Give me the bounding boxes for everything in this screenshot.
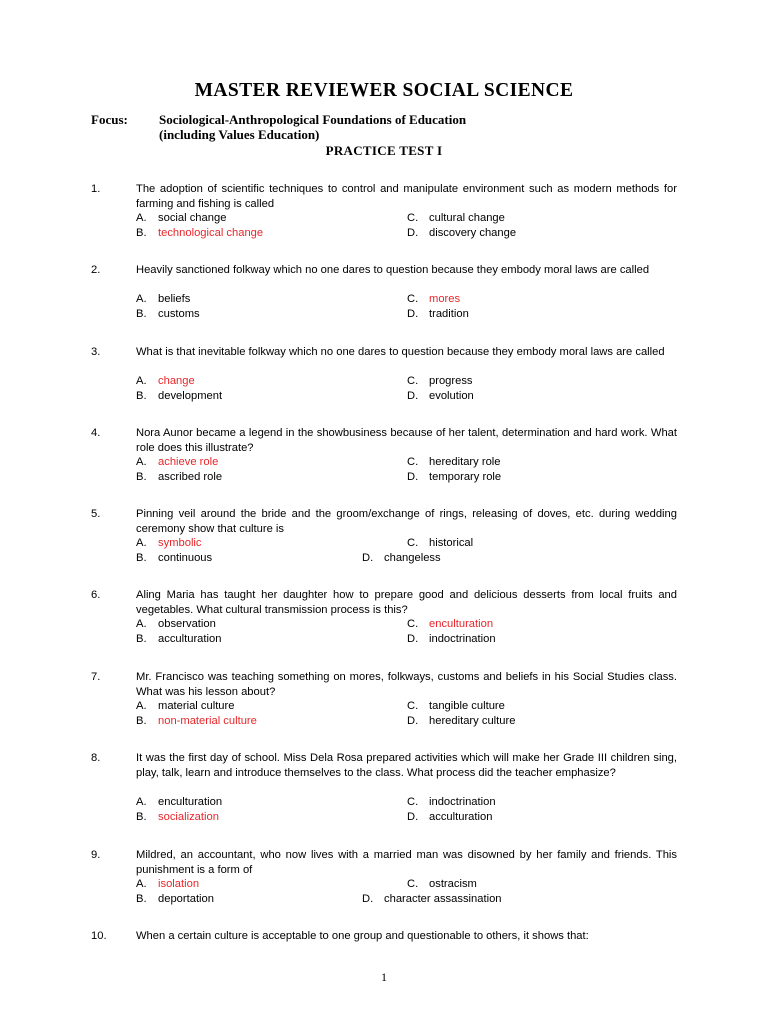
answer-option-correct bbox=[136, 877, 199, 892]
option-letter: B. bbox=[136, 893, 147, 906]
option-letter: D. bbox=[407, 308, 419, 321]
option-letter: B. bbox=[136, 227, 147, 240]
answer-option bbox=[136, 470, 222, 485]
option-text: development bbox=[158, 390, 223, 403]
question-stem: Aling Maria has taught her daughter how to prepare good and delicious desserts from local fruits and vegetables. What cultural transmission process is this? bbox=[136, 589, 677, 616]
option-text: continuous bbox=[158, 552, 213, 565]
option-text: changeless bbox=[384, 552, 441, 565]
option-letter: C. bbox=[407, 618, 419, 631]
option-letter: C. bbox=[407, 700, 419, 713]
answer-option bbox=[407, 226, 516, 241]
answer-option bbox=[407, 470, 501, 485]
question-number: 2. bbox=[91, 264, 101, 276]
option-text: evolution bbox=[429, 390, 474, 403]
option-text: hereditary role bbox=[429, 456, 501, 469]
answer-option bbox=[362, 892, 502, 907]
answer-option bbox=[136, 389, 222, 404]
answer-option-correct bbox=[136, 226, 263, 241]
answer-option-correct bbox=[136, 714, 257, 729]
answer-option bbox=[362, 551, 441, 566]
option-text: social change bbox=[158, 212, 227, 225]
question-stem: Heavily sanctioned folkway which no one dares to question because they embody moral laws are called bbox=[136, 264, 650, 276]
option-letter: D. bbox=[362, 893, 374, 906]
answer-option bbox=[136, 795, 222, 810]
option-text: non-material culture bbox=[158, 715, 257, 728]
answer-option bbox=[407, 632, 496, 647]
option-text: customs bbox=[158, 308, 200, 321]
option-letter: B. bbox=[136, 471, 147, 484]
question-stem: Mr. Francisco was teaching something on mores, folkways, customs and beliefs in his Social Studies class. What was his lesson about? bbox=[136, 671, 677, 698]
option-letter: C. bbox=[407, 796, 419, 809]
practice-test-subtitle: PRACTICE TEST I bbox=[325, 143, 443, 158]
answer-option bbox=[407, 389, 474, 404]
option-text: temporary role bbox=[429, 471, 502, 484]
answer-option bbox=[407, 307, 469, 322]
option-letter: A. bbox=[136, 878, 147, 891]
answer-option bbox=[407, 374, 473, 389]
question-number: 7. bbox=[91, 671, 101, 683]
option-letter: D. bbox=[407, 810, 419, 823]
option-letter: D. bbox=[407, 715, 419, 728]
option-text: discovery change bbox=[429, 227, 517, 240]
answer-option-correct bbox=[136, 455, 218, 470]
question-number: 10. bbox=[91, 930, 107, 942]
option-text: ascribed role bbox=[158, 471, 223, 484]
answer-option-correct bbox=[136, 810, 219, 825]
option-text: indoctrination bbox=[429, 796, 496, 809]
answer-option bbox=[407, 536, 473, 551]
question-stem: When a certain culture is acceptable to one group and questionable to others, it shows that: bbox=[136, 930, 589, 942]
option-letter: A. bbox=[136, 456, 147, 469]
option-letter: D. bbox=[407, 471, 419, 484]
option-letter: B. bbox=[136, 715, 147, 728]
option-text: character assassination bbox=[384, 893, 502, 906]
answer-option bbox=[407, 877, 477, 892]
question-number: 1. bbox=[91, 183, 101, 195]
option-letter: A. bbox=[136, 375, 147, 388]
answer-option bbox=[407, 211, 505, 226]
option-text: acculturation bbox=[158, 633, 222, 646]
question-number: 3. bbox=[91, 346, 101, 358]
answer-option bbox=[136, 292, 190, 307]
answer-option-correct bbox=[407, 292, 460, 307]
option-letter: C. bbox=[407, 537, 419, 550]
answer-option bbox=[407, 795, 496, 810]
option-text: tangible culture bbox=[429, 700, 505, 713]
option-text: socialization bbox=[158, 810, 219, 823]
answer-option bbox=[407, 810, 492, 825]
option-text: cultural change bbox=[429, 212, 505, 225]
option-text: deportation bbox=[158, 893, 214, 906]
answer-option bbox=[407, 714, 515, 729]
focus-line-2: (including Values Education) bbox=[159, 127, 320, 142]
answer-option bbox=[407, 699, 505, 714]
question-number: 6. bbox=[91, 589, 101, 601]
option-text: beliefs bbox=[158, 293, 191, 306]
answer-option-correct bbox=[407, 617, 493, 632]
option-letter: D. bbox=[407, 227, 419, 240]
option-text: indoctrination bbox=[429, 633, 496, 646]
question-number: 4. bbox=[91, 427, 101, 439]
option-text: enculturation bbox=[158, 796, 223, 809]
option-text: achieve role bbox=[158, 456, 219, 469]
option-letter: C. bbox=[407, 293, 419, 306]
option-text: acculturation bbox=[429, 810, 493, 823]
question-stem: What is that inevitable folkway which no one dares to question because they embody moral laws are called bbox=[136, 346, 665, 358]
option-letter: A. bbox=[136, 212, 147, 225]
option-letter: B. bbox=[136, 552, 147, 565]
question-stem: The adoption of scientific techniques to control and manipulate environment such as modern methods for farming and fishing is called bbox=[136, 183, 677, 210]
answer-option bbox=[136, 892, 214, 907]
option-letter: B. bbox=[136, 633, 147, 646]
answer-option-correct bbox=[136, 536, 202, 551]
option-letter: D. bbox=[362, 552, 374, 565]
option-text: material culture bbox=[158, 700, 235, 713]
option-text: historical bbox=[429, 537, 474, 550]
focus-line-1: Sociological-Anthropological Foundations of Education bbox=[159, 112, 467, 127]
answer-option bbox=[136, 632, 221, 647]
page-number: 1 bbox=[381, 970, 387, 984]
option-letter: B. bbox=[136, 810, 147, 823]
option-letter: A. bbox=[136, 618, 147, 631]
page-title: MASTER REVIEWER SOCIAL SCIENCE bbox=[194, 80, 574, 101]
answer-option bbox=[136, 211, 226, 226]
option-letter: B. bbox=[136, 390, 147, 403]
answer-option bbox=[136, 551, 212, 566]
option-text: technological change bbox=[158, 227, 264, 240]
option-letter: C. bbox=[407, 375, 419, 388]
question-stem: Nora Aunor became a legend in the showbusiness because of her talent, determination and hard work. What role does this illustrate? bbox=[136, 427, 677, 454]
option-letter: D. bbox=[407, 390, 419, 403]
option-text: tradition bbox=[429, 308, 469, 321]
question-stem: Mildred, an accountant, who now lives with a married man was disowned by her family and friends. This punishment is a form of bbox=[136, 849, 677, 876]
question-number: 9. bbox=[91, 849, 101, 861]
question-stem: It was the first day of school. Miss Dela Rosa prepared activities which will make her Grade III children sing, play, talk, learn and introduce themselves to the class. What process did the teacher emphasize? bbox=[136, 752, 677, 779]
answer-option bbox=[136, 617, 216, 632]
option-letter: A. bbox=[136, 700, 147, 713]
answer-option bbox=[407, 455, 501, 470]
focus-label: Focus: bbox=[91, 112, 128, 127]
answer-option bbox=[136, 699, 234, 714]
question-number: 8. bbox=[91, 752, 101, 764]
option-letter: C. bbox=[407, 456, 419, 469]
option-letter: C. bbox=[407, 878, 419, 891]
answer-option-correct bbox=[136, 374, 195, 389]
option-letter: A. bbox=[136, 293, 147, 306]
option-text: change bbox=[158, 375, 195, 388]
option-letter: C. bbox=[407, 212, 419, 225]
option-text: isolation bbox=[158, 878, 200, 891]
option-letter: D. bbox=[407, 633, 419, 646]
option-text: mores bbox=[429, 293, 461, 306]
option-text: observation bbox=[158, 618, 216, 631]
option-text: symbolic bbox=[158, 537, 202, 550]
question-stem: Pinning veil around the bride and the groom/exchange of rings, releasing of doves, etc. during wedding ceremony show that culture is bbox=[136, 508, 677, 535]
option-text: progress bbox=[429, 375, 473, 388]
option-letter: B. bbox=[136, 308, 147, 321]
option-letter: A. bbox=[136, 537, 147, 550]
answer-option bbox=[136, 307, 200, 322]
option-text: ostracism bbox=[429, 878, 477, 891]
option-text: enculturation bbox=[429, 618, 494, 631]
option-letter: A. bbox=[136, 796, 147, 809]
option-text: hereditary culture bbox=[429, 715, 516, 728]
question-number: 5. bbox=[91, 508, 101, 520]
